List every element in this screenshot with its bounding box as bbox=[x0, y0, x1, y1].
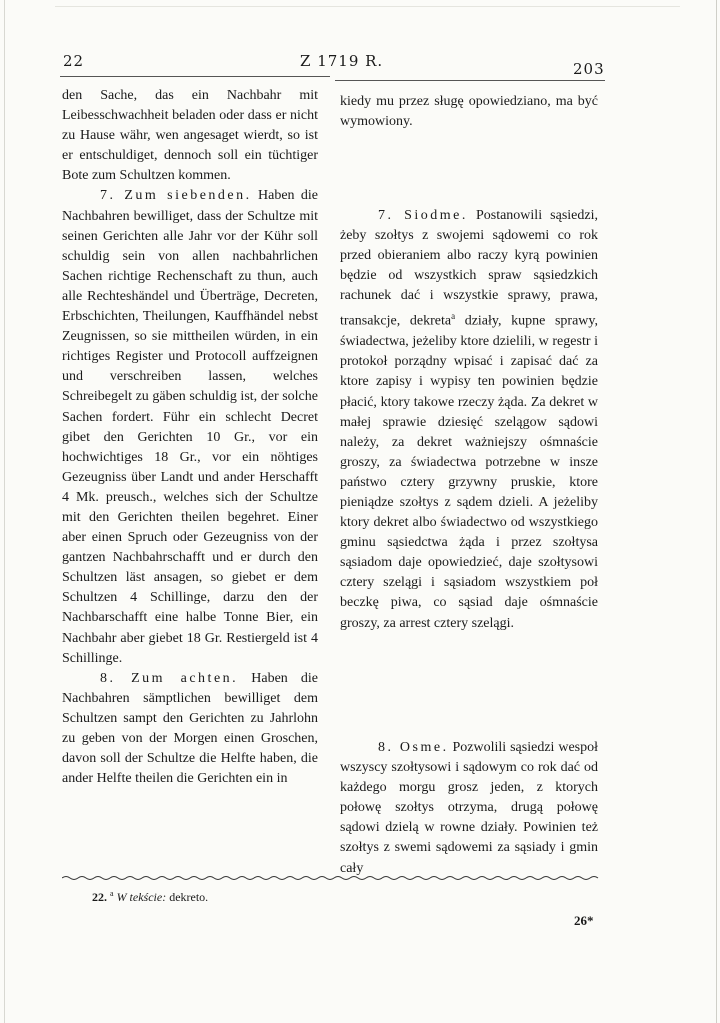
polish-section-7-heading: 7. Siodme. bbox=[378, 208, 468, 223]
footnote-letter: a bbox=[110, 889, 114, 898]
german-section-8-heading: 8. Zum achten. bbox=[100, 670, 239, 686]
footnote-number: 22. bbox=[92, 890, 107, 904]
german-section-7-body: Haben die Nachbahren bewilliget, dass der Schultze mit seinen Gerichten alle Jahr vor der Kühr soll schuldig sein von allen nachbahrlichen Sachen richtige Rechenschaft zu thun, auch alle Rechteshändel und Überträge, Decreten, Erbschichten, Theilungen, Kauffhändel nebst Zeugnissen, so sie mittheilen würden, in ein richtiges Register und Protocoll auffzeignen und verschreiben lassen, welches Schreibegelt zu gäben schuldig ist, der solche Sachen fordert. Führ ein schlecht Decret gibet den Gerichten 10 Gr., vor ein hochwichtiges 18 Gr., vor ein nöhtiges Gezeugniss über Landt und ander Herschafft 4 Mk. preusch., welches sich der Schultze mit den Gerichten theilen begehret. Einer aber einen Spruch oder Gezeugniss von der gantzen Nachbahrschafft und er durch den Schultzen läst ansagen, so giebet er dem Schultzen 4 Schillinge, darzu den der Nachbarschafft eine halbe Tonne Bier, ein Nachbahr aber giebet 18 Gr. Restiergeld ist 4 Schillinge. bbox=[62, 188, 318, 666]
german-paragraph-continued: den Sache, das ein Nachbahr mit Leibesschwachheit beladen oder dass er nicht zu Hause währ, wen angesaget wierdt, so ist er entschuldiget, dennoch soll ein tüchtiger Bote zum Schultzen kommen. bbox=[62, 88, 318, 184]
footnote-italic: W tekście: bbox=[116, 890, 167, 904]
polish-section-8 bbox=[340, 738, 598, 879]
wavy-separator bbox=[62, 875, 602, 881]
running-title: Z 1719 R. bbox=[300, 52, 384, 70]
german-section-8-body: Haben die Nachbahren sämptlichen bewilliget dem Schultzen sampt den Gerichten zu Jahrlohn zu geben von der Morgen einen Groschen, davon soll der Schultze die Helfte haben, die ander Helfte theilen die Gerichten ein in bbox=[62, 670, 318, 787]
footnote-text: dekreto. bbox=[166, 890, 209, 904]
right-page-number: 203 bbox=[573, 60, 605, 78]
signature-mark: 26* bbox=[574, 913, 594, 928]
german-text-column bbox=[62, 86, 318, 789]
polish-paragraph-continued-text: kiedy mu przez sługę opowiedziano, ma być wymowiony. bbox=[340, 94, 598, 130]
footnote-marker: a bbox=[451, 311, 456, 322]
polish-section-8-heading: 8. Osme. bbox=[378, 740, 449, 755]
header-rule-right bbox=[335, 80, 605, 81]
polish-section-8-body: Pozwolili sąsiedzi wespoł wszyscy szołtysowi i sądowym co rok dać od każdego morgu grosz jeden, z ktorych połowę szołtys otrzyma, drugą połowę sądowi dzielą w rowne działy. Powinien też szołtys z swemi sądowemi za sąsiady i gmin cały bbox=[340, 740, 598, 876]
german-section-8 bbox=[62, 669, 318, 790]
polish-section-7-body-continued: działy, kupne sprawy, świadectwa, jeżeliby ktore dzielili, w regestr i protokoł porządny wpisać i zapisać dać za ktore zapisy i wypisy ten powinien będzie płacić, ktory takowe rzeczy żąda. Za dekret w małej sprawie dziesięć szelągow sądowi należy, za dekret ważniejszy ośmnaście groszy, za świadectwa potrzebne w insze państwo cztery grzywny pruskie, ktore pieniądze szołtys z sądem dzieli. A jeżeliby ktory dekret albo świadectwo od wszystkiego gminu sąsiedctwa żąda i przez szołtysa sąsiadom daje opowiedzieć, daje szołtysowi cztery szelągi i sąsiadom wszystkiem poł beczkę piwa, co sąsiad daje ośmnaście groszy, za arrest cztery szelągi. bbox=[340, 314, 598, 631]
footnote bbox=[92, 889, 208, 905]
top-rule bbox=[55, 6, 680, 7]
polish-paragraph-continued bbox=[340, 92, 598, 132]
german-section-7-heading: 7. Zum siebenden. bbox=[100, 188, 252, 204]
page-edge-left bbox=[4, 0, 5, 1023]
page-edge-right bbox=[716, 0, 717, 1023]
german-section-7 bbox=[62, 186, 318, 668]
left-page-number: 22 bbox=[63, 52, 85, 70]
header-rule-left bbox=[60, 76, 330, 77]
polish-section-7-body: Postanowili sąsiedzi, żeby szołtys z swojemi sądowemi co rok przed obieraniem albo raczy kyrą powinien będzie od wszystkich spraw sąsiedzkich rachunek dać i wszystkie sprawy, prawa, transakcje, dekreta bbox=[340, 208, 598, 330]
polish-section-7 bbox=[340, 206, 598, 634]
